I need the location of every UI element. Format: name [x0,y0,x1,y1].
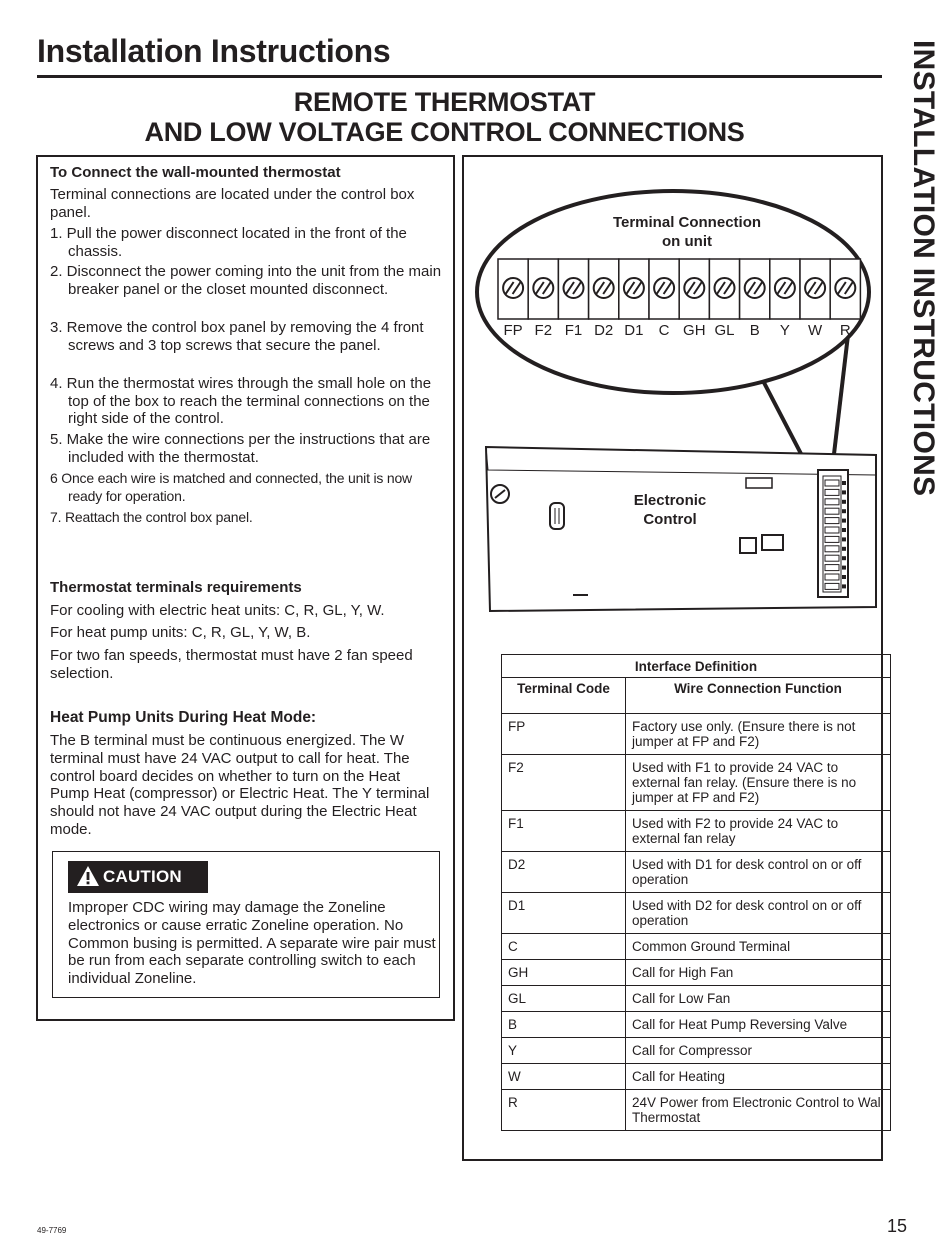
board-label-line2: Control [643,511,697,528]
terminal-label: F1 [564,322,583,339]
caution-label: CAUTION [103,867,182,886]
section-title [37,87,852,147]
connector-pin-contact [842,556,846,560]
table-row [502,893,891,934]
wire-function-cell: Common Ground Terminal [626,934,891,960]
terminal-label: D1 [624,322,644,339]
connect-heading: To Connect the wall-mounted thermostat [50,164,341,181]
terminal-label: D2 [594,322,614,339]
connector-pin [825,565,839,571]
connector-pin-contact [842,519,846,523]
page-number: 15 [887,1216,908,1236]
callout-pointer [832,335,848,471]
terminal-screw-icon [533,278,553,298]
connector-pin [825,546,839,552]
callout-title-line1: Terminal Connection [612,214,762,231]
terminal-label: F2 [534,322,553,339]
terminal-code-cell: F2 [502,755,626,811]
connector-pin [825,489,839,495]
terminal-screw-icon [715,278,735,298]
terminal-screw-icon [684,278,704,298]
side-tab [900,40,945,540]
terminal-code-cell: C [502,934,626,960]
column-header-terminal-code: Terminal Code [502,678,626,714]
step-3: 3. Remove the control box panel by removing the 4 front screws and 3 top screws that secure the panel. [50,319,424,354]
table-row [502,960,891,986]
connector-pin-contact [842,584,846,588]
connect-intro: Terminal connections are located under the control box panel. [50,186,415,221]
wire-function-cell: Used with D1 for desk control on or off operation [626,852,891,893]
wire-function-cell: Call for Low Fan [626,986,891,1012]
terminal-code-cell: D1 [502,893,626,934]
table-row [502,1064,891,1090]
heat-pump-text: The B terminal must be continuous energized. The W terminal must have 24 VAC output to call for heat. The control board decides on whether to turn on the Heat Pump Heat (compressor) or Electric Heat. The Y terminal should not have 24 VAC output during the Electric Heat mode. [50,732,430,838]
wire-function-cell: 24V Power from Electronic Control to Wall Thermostat [626,1090,891,1131]
terminal-screw-icon [624,278,644,298]
requirement-line: For heat pump units: C, R, GL, Y, W, B. [50,624,311,641]
requirements-heading: Thermostat terminals requirements [50,579,302,596]
electronic-control-board [486,447,876,611]
connector-pin-contact [842,537,846,541]
board-label-line1: Electronic [633,492,707,509]
terminal-screw-icon [775,278,795,298]
terminal-code-cell: FP [502,714,626,755]
connector-pin-contact [842,490,846,494]
step-4: 4. Run the thermostat wires through the small hole on the top of the box to reach the terminal connections on the right side of the control. [50,375,432,427]
requirement-line: For cooling with electric heat units: C, R, GL, Y, W. [50,602,385,619]
connector-pin-contact [842,500,846,504]
connector-pin-contact [842,481,846,485]
terminal-code-cell: B [502,1012,626,1038]
connector-pin-contact [842,509,846,513]
connector-pin [825,480,839,486]
connector-pin [825,555,839,561]
step-7: 7. Reattach the control box panel. [50,509,253,525]
caution-text: Improper CDC wiring may damage the Zoneline electronics or cause erratic Zoneline operation. No Common busing is permitted. A separate wire pair must be run from each separate controlling switch to each individual Zoneline. [68,899,436,988]
wire-function-cell: Call for Heat Pump Reversing Valve [626,1012,891,1038]
terminal-screw-icon [564,278,584,298]
connector-pin [825,574,839,580]
terminal-label: GL [714,322,735,339]
table-title: Interface Definition [502,655,891,678]
wire-function-cell: Factory use only. (Ensure there is not jumper at FP and F2) [626,714,891,755]
section-title-line2: AND LOW VOLTAGE CONTROL CONNECTIONS [144,117,745,147]
terminal-code-cell: W [502,1064,626,1090]
page-title: Installation Instructions [37,33,391,69]
wire-function-cell: Used with F2 to provide 24 VAC to external fan relay [626,811,891,852]
terminal-screw-icon [805,278,825,298]
callout-title-line2: on unit [662,233,712,250]
terminal-code-cell: GH [502,960,626,986]
terminal-code-cell: R [502,1090,626,1131]
interface-definition-table [501,654,891,1131]
connector-pin [825,536,839,542]
terminal-screw-icon [745,278,765,298]
document-number: 49-7769 [37,1226,67,1235]
step-5: 5. Make the wire connections per the instructions that are included with the thermostat. [50,431,431,466]
caution-badge [68,861,208,893]
wire-function-cell: Call for Heating [626,1064,891,1090]
terminal-label: Y [779,322,790,339]
table-row [502,811,891,852]
table-row [502,1038,891,1064]
wire-function-cell: Call for High Fan [626,960,891,986]
connector-pin-contact [842,547,846,551]
connector-pin-contact [842,566,846,570]
terminal-code-cell: D2 [502,852,626,893]
terminal-screw-icon [594,278,614,298]
connector-pin [825,508,839,514]
terminal-label: C [658,322,670,339]
step-2: 2. Disconnect the power coming into the unit from the main breaker panel or the closet mounted disconnect. [50,263,442,298]
step-6: 6 Once each wire is matched and connected, the unit is now ready for operation. [50,470,412,504]
wire-function-cell: Used with F1 to provide 24 VAC to external fan relay. (Ensure there is no jumper at FP and F2) [626,755,891,811]
table-row [502,714,891,755]
connector-pin [825,518,839,524]
terminal-code-cell: F1 [502,811,626,852]
wire-function-cell: Used with D2 for desk control on or off operation [626,893,891,934]
terminal-code-cell: Y [502,1038,626,1064]
terminal-label: FP [503,322,523,339]
table-row [502,1090,891,1131]
table-row [502,852,891,893]
table-row [502,986,891,1012]
terminal-code-cell: GL [502,986,626,1012]
terminal-screw-icon [503,278,523,298]
connector-pin-contact [842,575,846,579]
wiring-diagram [470,185,880,625]
column-header-wire-function: Wire Connection Function [626,678,891,714]
step-1: 1. Pull the power disconnect located in the front of the chassis. [50,225,407,260]
table-row [502,934,891,960]
warning-icon [76,865,100,887]
table-row [502,1012,891,1038]
section-title-line1: REMOTE THERMOSTAT [293,87,596,117]
wire-function-cell: Call for Compressor [626,1038,891,1064]
connector-pin-contact [842,528,846,532]
terminal-label: W [808,322,823,339]
side-tab-label: INSTALLATION INSTRUCTIONS [907,40,940,497]
header-rule [37,75,882,78]
table-body [502,714,891,1131]
connector-pin [825,583,839,589]
requirement-line: For two fan speeds, thermostat must have 2 fan speed selection. [50,647,413,682]
table-row [502,755,891,811]
terminal-screw-icon [835,278,855,298]
heat-pump-heading: Heat Pump Units During Heat Mode: [50,709,317,726]
connector-pin [825,499,839,505]
connector-pin [825,527,839,533]
terminal-label: B [749,322,760,339]
terminal-label: R [839,322,851,339]
terminal-label: GH [683,322,706,339]
terminal-screw-icon [654,278,674,298]
